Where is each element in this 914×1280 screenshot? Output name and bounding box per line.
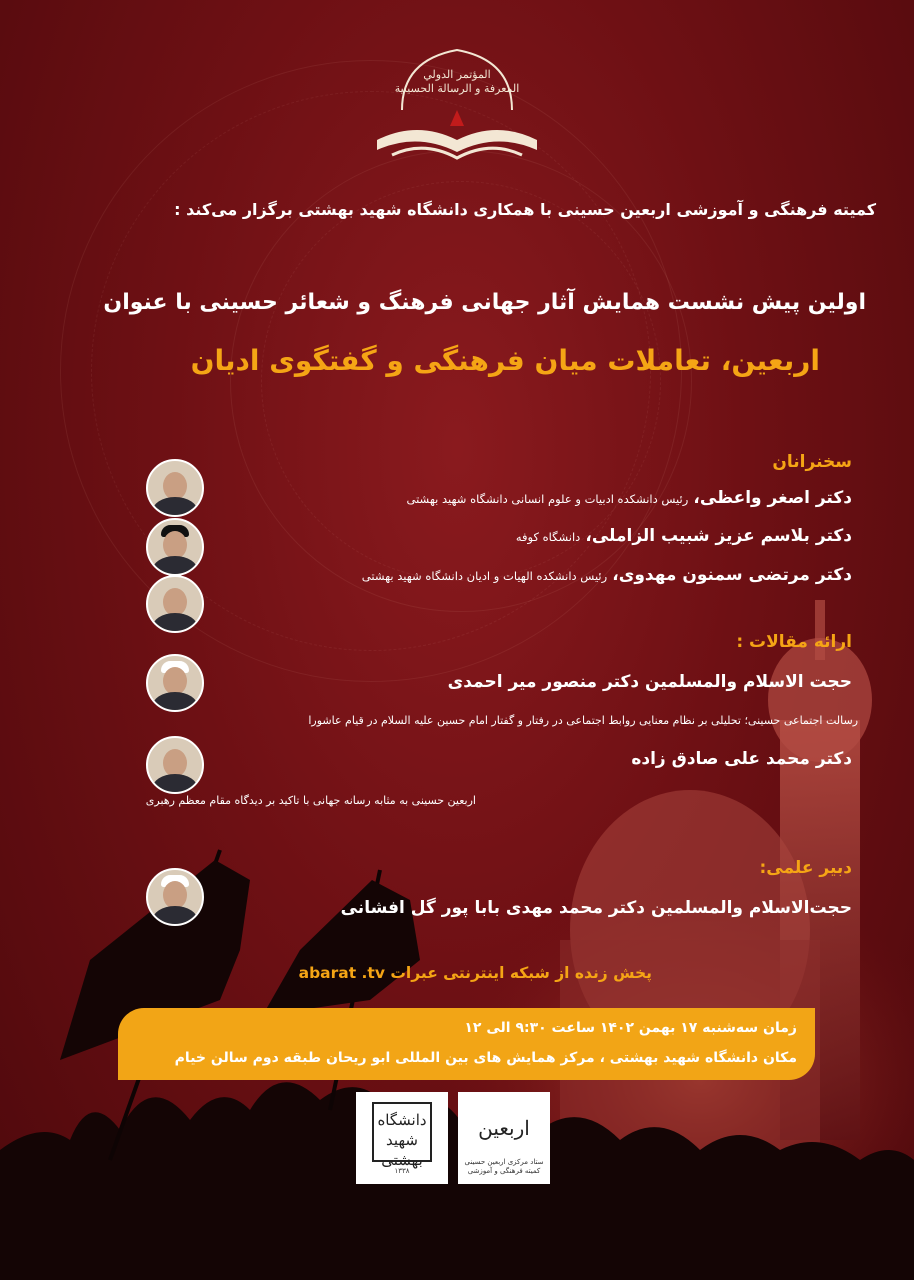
event-title: اربعین، تعاملات میان فرهنگی و گفتگوی ادیان: [190, 344, 820, 377]
presenter-name: دکتر محمد علی صادق زاده: [631, 749, 852, 769]
speaker-role: رئیس دانشکده الهیات و ادیان دانشگاه شهید بهشتی: [361, 569, 608, 583]
event-time: زمان سه‌شنبه ۱۷ بهمن ۱۴۰۲ ساعت ۹:۳۰ الی ۱۲: [464, 1020, 797, 1036]
speaker-photo: [146, 518, 204, 576]
papers-label: ارائه مقالات :: [736, 632, 852, 652]
presenter-name: حجت الاسلام والمسلمین دکتر منصور میر احمدی: [447, 672, 852, 692]
speaker-name: دکتر مرتضی سمنون مهدوی،: [612, 565, 852, 585]
speaker-role: رئیس دانشکده ادبیات و علوم انسانی دانشگاه شهید بهشتی: [406, 492, 689, 506]
university-logo-caption: ۱۳۳۸: [394, 1167, 410, 1175]
logo-line: المعرفة و الرسالة الحسينية: [394, 82, 520, 95]
conference-logo-text: [372, 68, 542, 96]
university-logo-mark: دانشگاه شهید بهشتی: [372, 1102, 432, 1162]
live-broadcast-text: پخش زنده از شبکه اینترنتی عبرات abarat .tv: [298, 964, 652, 982]
secretary-photo: [146, 868, 204, 926]
event-place: مکان دانشگاه شهید بهشتی ، مرکز همایش های بین المللی ابو ریحان طبقه دوم سالن خیام: [174, 1050, 797, 1066]
conference-logo: [372, 40, 542, 170]
paper-topic: اربعین حسینی به مثابه رسانه جهانی با تاکید بر دیدگاه مقام معظم رهبری: [145, 794, 476, 807]
speaker-photo: [146, 459, 204, 517]
speaker-name: دکتر بلاسم عزیز شبیب الزاملی،: [585, 526, 852, 546]
speaker-name: دکتر اصغر واعظی،: [693, 488, 852, 508]
speaker-entry: [362, 565, 852, 585]
event-info-box: [118, 1008, 815, 1080]
paper-topic: رسالت اجتماعی حسینی؛ تحلیلی بر نظام معنایی روابط اجتماعی در رفتار و گفتار امام حسین علیه السلام در قیام عاشورا: [308, 714, 858, 727]
speaker-photo: [146, 575, 204, 633]
logo-line: المؤتمر الدولي: [423, 68, 491, 81]
arbaeen-logo-caption: ستاد مرکزی اربعین حسینی کمیته فرهنگی و آموزشی: [464, 1158, 544, 1175]
arbaeen-logo: [458, 1092, 550, 1184]
university-logo: [356, 1092, 448, 1184]
secretary-name: حجت‌الاسلام والمسلمین دکتر محمد مهدی بابا پور گل افشانی: [340, 898, 852, 918]
headline: اولین پیش نشست همایش آثار جهانی فرهنگ و شعائر حسینی با عنوان: [103, 290, 866, 315]
speaker-entry: [516, 526, 852, 546]
presenter-photo: [146, 654, 204, 712]
presenter-photo: [146, 736, 204, 794]
speaker-entry: [407, 488, 853, 508]
intro-text: کمیته فرهنگی و آموزشی اربعین حسینی با همکاری دانشگاه شهید بهشتی برگزار می‌کند :: [174, 200, 876, 219]
secretary-label: دبیر علمی:: [759, 858, 852, 878]
speaker-role: دانشگاه کوفه: [515, 530, 581, 544]
arbaeen-logo-mark: اربعین: [478, 1116, 530, 1140]
speakers-label: سخنرانان: [772, 452, 852, 472]
